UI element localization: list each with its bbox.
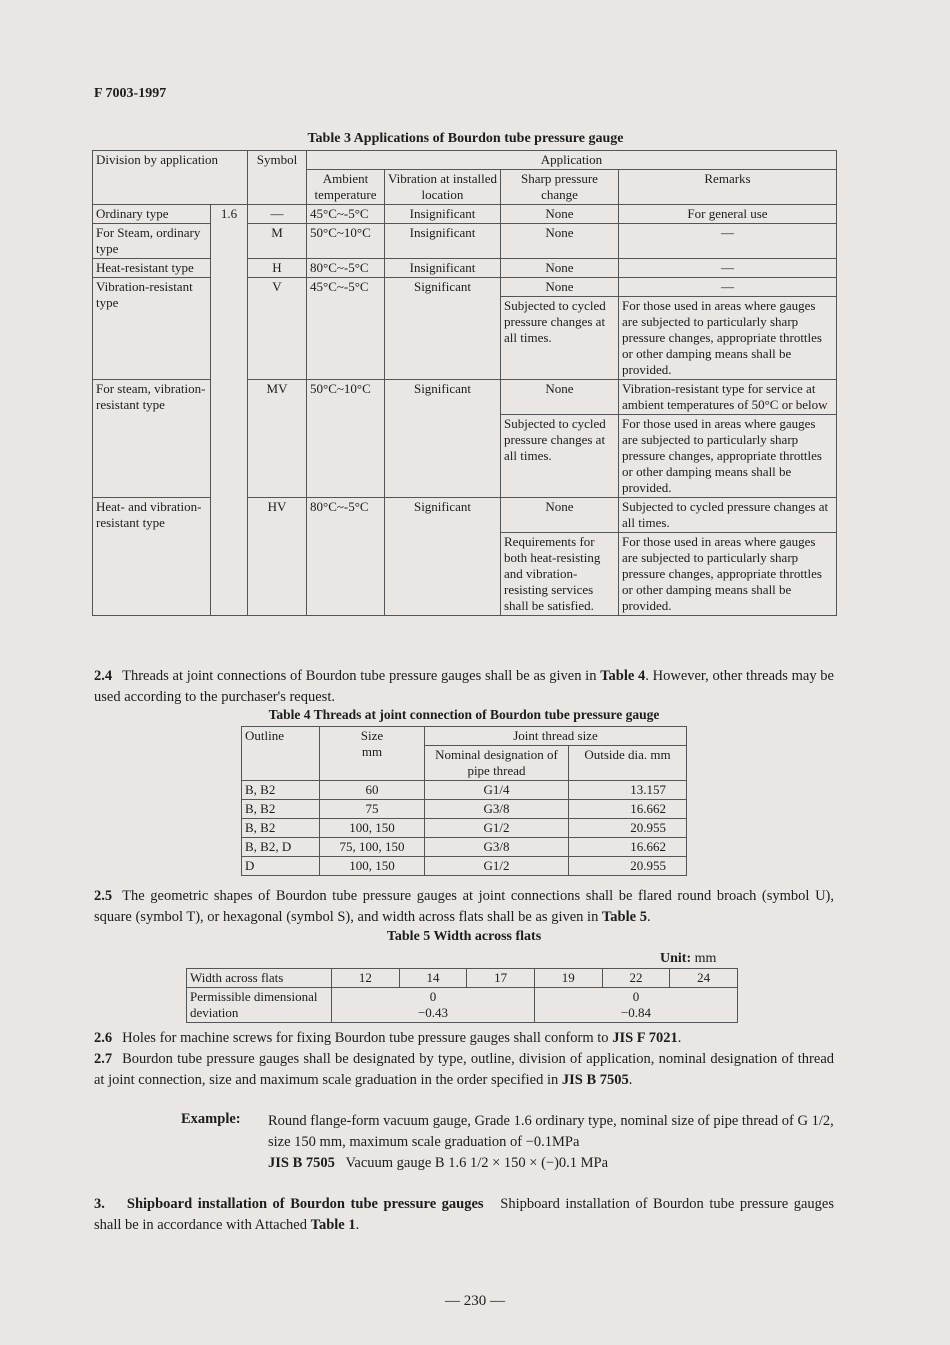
section-text: Threads at joint connections of Bourdon tube pressure gauges shall be as given in <box>122 668 597 684</box>
standard-reference: JIS B 7505 <box>561 1072 629 1088</box>
section-text: . However, other threads may be used according to the purchaser's request. <box>94 668 834 705</box>
t3-ambient: 45°C~-5°C <box>307 205 385 224</box>
t4-nominal: G3/8 <box>425 838 569 857</box>
table4 <box>241 726 687 876</box>
section-text: . <box>628 1072 633 1088</box>
t4-header-outside: Outside dia. mm <box>569 746 687 781</box>
t4-header-joint: Joint thread size <box>425 727 687 746</box>
table-row <box>187 988 738 1023</box>
section-number: 2.4 <box>94 668 113 684</box>
t3-header-remarks: Remarks <box>619 170 837 205</box>
section-text: Holes for machine screws for fixing Bourdon tube pressure gauges shall conform to <box>122 1030 609 1046</box>
table3 <box>92 150 837 616</box>
t4-dia: 20.955 <box>569 857 687 876</box>
t3-vibration: Insignificant <box>385 259 501 278</box>
t3-header-sharp: Sharp pressure change <box>501 170 619 205</box>
t3-header-division: Division by application <box>93 151 248 205</box>
t4-outline: D <box>242 857 320 876</box>
t3-symbol: HV <box>248 498 307 616</box>
unit-value: mm <box>694 951 717 966</box>
section-number: 2.5 <box>94 888 113 904</box>
t3-ambient: 80°C~-5°C <box>307 498 385 616</box>
t3-sharp: None <box>501 380 619 415</box>
t3-ambient: 50°C~10°C <box>307 380 385 498</box>
t3-sharp: None <box>501 498 619 533</box>
table-row <box>93 278 837 297</box>
designation-text: Vacuum gauge B 1.6 1/2 × 150 × (−)0.1 MPa <box>345 1155 609 1171</box>
section-text: The geometric shapes of Bourdon tube pressure gauges at joint connections shall be flared round broach (symbol U), square (symbol T), or hexagonal (symbol S), and width across flats shall be as given in <box>94 888 834 925</box>
t5-width: 14 <box>399 969 467 988</box>
unit-label: Unit: <box>660 951 692 966</box>
t5-dev-lower: −0.84 <box>620 1005 652 1020</box>
t3-symbol: M <box>248 224 307 259</box>
t5-dev-lower: −0.43 <box>417 1005 449 1020</box>
table-row <box>93 380 837 415</box>
section-number: 2.7 <box>94 1051 113 1067</box>
section-2-6 <box>94 1028 834 1049</box>
t4-outline: B, B2, D <box>242 838 320 857</box>
t3-remarks: Vibration-resistant type for service at ambient temperatures of 50°C or below <box>619 380 837 415</box>
table-row <box>93 498 837 533</box>
t3-remarks: For general use <box>619 205 837 224</box>
t3-symbol: MV <box>248 380 307 498</box>
t3-division: Heat- and vibration-resistant type <box>93 498 211 616</box>
t3-division: Vibration-resistant type <box>93 278 211 380</box>
table5-title: Table 5 Width across flats <box>386 929 542 944</box>
table-row <box>93 224 837 259</box>
t3-ambient: 45°C~-5°C <box>307 278 385 380</box>
t4-dia: 13.157 <box>569 781 687 800</box>
t3-header-symbol: Symbol <box>248 151 307 205</box>
t4-nominal: G1/2 <box>425 857 569 876</box>
t4-nominal: G3/8 <box>425 800 569 819</box>
t4-nominal: G1/2 <box>425 819 569 838</box>
section-text: . <box>355 1217 360 1233</box>
t3-symbol: H <box>248 259 307 278</box>
section-text: . <box>677 1030 682 1046</box>
t4-size: 100, 150 <box>320 857 425 876</box>
t5-width: 12 <box>332 969 400 988</box>
table5-unit <box>660 951 716 967</box>
t5-header-deviation: Permissible dimensional deviation <box>187 988 332 1023</box>
example-designation <box>268 1153 834 1174</box>
section-number: 2.6 <box>94 1030 113 1046</box>
t3-sharp: None <box>501 259 619 278</box>
t3-sharp: None <box>501 205 619 224</box>
table5 <box>186 968 738 1023</box>
t5-width: 24 <box>670 969 738 988</box>
table-row <box>242 819 687 838</box>
document-id: F 7003-1997 <box>94 86 167 101</box>
t4-size: 100, 150 <box>320 819 425 838</box>
t4-dia: 16.662 <box>569 838 687 857</box>
t3-header-application: Application <box>307 151 837 170</box>
t5-header-width: Width across flats <box>187 969 332 988</box>
section-title: Shipboard installation of Bourdon tube pressure gauges <box>126 1196 484 1212</box>
t3-vibration: Insignificant <box>385 205 501 224</box>
t3-remarks: — <box>619 278 837 297</box>
table-row <box>242 838 687 857</box>
table3-title: Table 3 Applications of Bourdon tube pressure gauge <box>307 131 624 146</box>
t3-sub-remarks: For those used in areas where gauges are subjected to particularly sharp pressure changes, appropriate throttles or other damping means shall be provided. <box>619 415 837 498</box>
t5-dev-upper: 0 <box>429 989 437 1004</box>
t3-symbol: V <box>248 278 307 380</box>
t4-header-size <box>320 727 425 781</box>
table-reference: Table 5 <box>601 909 647 925</box>
table-row <box>93 259 837 278</box>
t3-ambient: 80°C~-5°C <box>307 259 385 278</box>
t3-sub-remarks: For those used in areas where gauges are subjected to particularly sharp pressure changes, appropriate throttles or other damping means shall be provided. <box>619 533 837 616</box>
table-row <box>93 205 837 224</box>
t5-dev-upper: 0 <box>632 989 640 1004</box>
t4-outline: B, B2 <box>242 800 320 819</box>
t3-vibration: Significant <box>385 380 501 498</box>
t4-size: 75, 100, 150 <box>320 838 425 857</box>
section-text: . <box>646 909 651 925</box>
t3-ambient: 50°C~10°C <box>307 224 385 259</box>
t3-symbol: — <box>248 205 307 224</box>
section-number: 3. <box>94 1196 105 1212</box>
t4-header-outline: Outline <box>242 727 320 781</box>
t3-division: For Steam, ordinary type <box>93 224 211 259</box>
t3-sharp: None <box>501 278 619 297</box>
example-description: Round flange-form vacuum gauge, Grade 1.6 ordinary type, nominal size of pipe thread of G 1/2, size 150 mm, maximum scale graduation of −0.1MPa <box>268 1113 834 1150</box>
t4-outline: B, B2 <box>242 819 320 838</box>
t3-header-ambient: Ambient temperature <box>307 170 385 205</box>
t3-remarks: Subjected to cycled pressure changes at all times. <box>619 498 837 533</box>
t3-division: For steam, vibration-resistant type <box>93 380 211 498</box>
t3-division: Heat-resistant type <box>93 259 211 278</box>
t5-width: 17 <box>467 969 535 988</box>
t3-sub-sharp: Subjected to cycled pressure changes at all times. <box>501 415 619 498</box>
t3-sub-remarks: For those used in areas where gauges are subjected to particularly sharp pressure changes, appropriate throttles or other damping means shall be provided. <box>619 297 837 380</box>
t4-size: 60 <box>320 781 425 800</box>
t3-grade: 1.6 <box>211 205 248 616</box>
t5-deviation-a <box>332 988 535 1023</box>
table-row <box>242 857 687 876</box>
t3-remarks: — <box>619 224 837 259</box>
t3-vibration: Insignificant <box>385 224 501 259</box>
t4-dia: 16.662 <box>569 800 687 819</box>
section-text: Bourdon tube pressure gauges shall be designated by type, outline, division of application, nominal designation of thread at joint connection, size and maximum scale graduation in the order specified in <box>94 1051 834 1088</box>
t4-dia: 20.955 <box>569 819 687 838</box>
section-text: Shipboard installation of Bourdon tube pressure gauges shall be in accordance with Attached <box>94 1196 834 1233</box>
t3-sharp: None <box>501 224 619 259</box>
table4-title: Table 4 Threads at joint connection of Bourdon tube pressure gauge <box>268 707 660 722</box>
table-reference: Table 1 <box>310 1217 356 1233</box>
section-2-4 <box>94 666 834 708</box>
t3-vibration: Significant <box>385 498 501 616</box>
t3-remarks: — <box>619 259 837 278</box>
t4-nominal: G1/4 <box>425 781 569 800</box>
t4-size: 75 <box>320 800 425 819</box>
t4-outline: B, B2 <box>242 781 320 800</box>
section-2-7 <box>94 1049 834 1091</box>
t5-deviation-b <box>534 988 737 1023</box>
t3-sub-sharp: Subjected to cycled pressure changes at all times. <box>501 297 619 380</box>
t5-width: 19 <box>534 969 602 988</box>
t5-width: 22 <box>602 969 670 988</box>
standard-reference: JIS F 7021 <box>612 1030 678 1046</box>
t4-header-size-label: Size <box>360 728 384 743</box>
t4-header-nominal: Nominal designation of pipe thread <box>425 746 569 781</box>
page-number: — 230 — <box>445 1293 505 1309</box>
example-label: Example: <box>181 1111 241 1127</box>
section-3 <box>94 1194 834 1236</box>
t3-vibration: Significant <box>385 278 501 380</box>
t3-header-vibration: Vibration at installed location <box>385 170 501 205</box>
t3-sub-sharp: Requirements for both heat-resisting and vibration-resisting services shall be satisfied. <box>501 533 619 616</box>
table-reference: Table 4 <box>600 668 646 684</box>
table-row <box>242 781 687 800</box>
standard-reference: JIS B 7505 <box>268 1155 335 1171</box>
t4-header-size-unit: mm <box>361 744 383 759</box>
table-row <box>187 969 738 988</box>
table-row <box>242 800 687 819</box>
example-text <box>268 1111 834 1174</box>
section-2-5 <box>94 886 834 928</box>
t3-division: Ordinary type <box>93 205 211 224</box>
